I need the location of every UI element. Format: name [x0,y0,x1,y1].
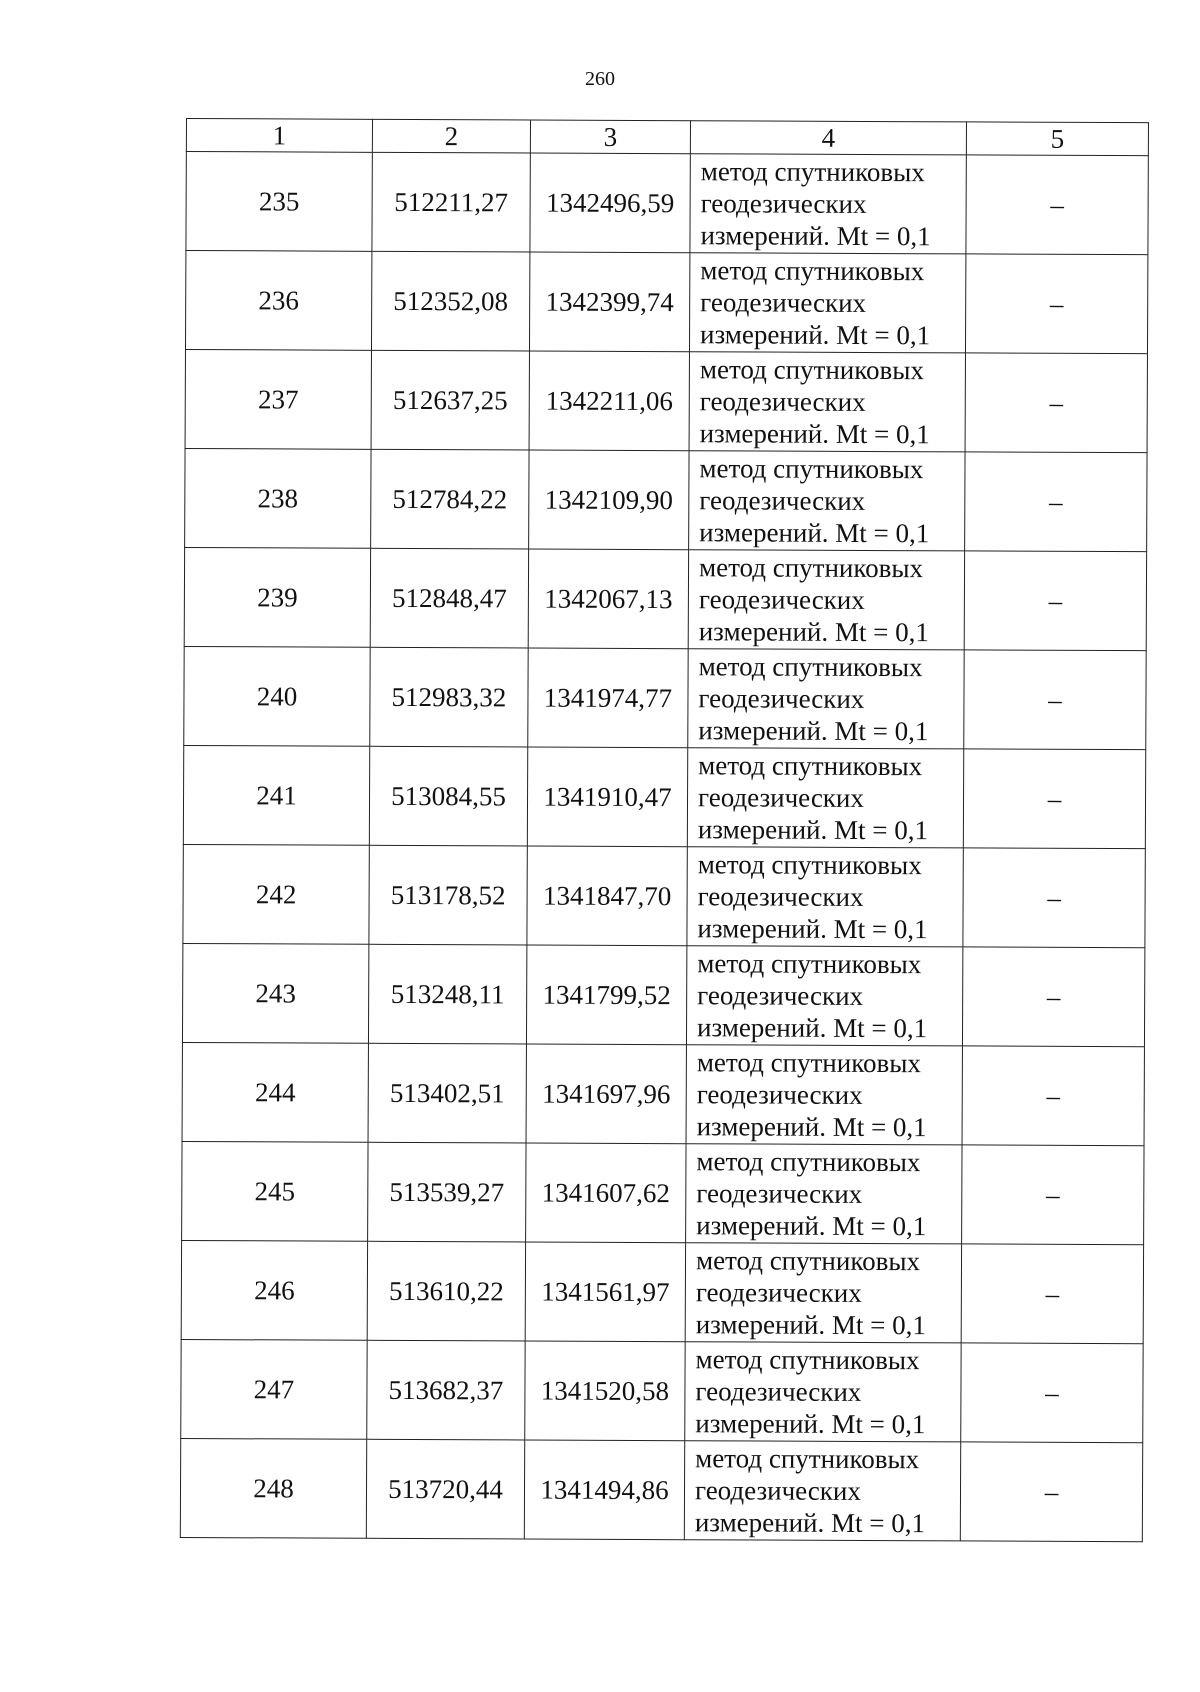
method-line: измерений. Mt = 0,1 [697,814,929,846]
note-cell: – [962,1046,1144,1146]
method-line: метод спутниковых [696,1146,921,1178]
coordinate-y-cell: 1341494,86 [524,1440,684,1540]
method-line: измерений. Mt = 0,1 [694,1507,926,1539]
method-line: измерений. Mt = 0,1 [697,913,928,945]
note-cell: – [966,155,1148,255]
point-number-cell: 246 [181,1240,367,1340]
coordinate-x-cell: 513178,52 [369,845,527,945]
coordinate-x-cell: 513610,22 [367,1241,525,1341]
method-line: геодезических [694,1475,861,1506]
point-number-cell: 244 [182,1042,368,1142]
table-row [182,943,1144,1046]
method-cell [686,1045,962,1145]
coordinate-x-cell: 513084,55 [369,746,527,846]
point-number-cell: 236 [185,251,371,351]
method-line: метод спутниковых [698,552,924,584]
method-line: измерений. Mt = 0,1 [695,1408,926,1440]
note-cell: – [960,1442,1142,1542]
method-line: метод спутниковых [699,453,924,485]
coordinate-y-cell: 1342067,13 [528,549,688,649]
note-cell: – [963,848,1145,948]
method-cell [684,1441,960,1541]
header-col-2: 2 [372,119,530,153]
coordinate-x-cell: 512211,27 [372,152,530,252]
method-line: геодезических [696,1178,863,1209]
header-col-1: 1 [186,119,372,153]
method-line: измерений. Mt = 0,1 [699,319,931,351]
coordinate-x-cell: 513682,37 [367,1340,525,1440]
coordinate-y-cell: 1341847,70 [527,846,687,946]
method-cell [688,550,964,650]
note-cell: – [965,353,1147,453]
method-line: метод спутниковых [698,750,923,782]
table-row [182,1141,1144,1244]
coordinate-x-cell: 512848,47 [370,548,528,648]
method-line: геодезических [695,1277,862,1308]
method-line: метод спутниковых [697,948,922,980]
method-line: метод спутниковых [698,651,923,683]
point-number-cell: 245 [182,1141,368,1241]
table-header-row [186,119,1148,156]
coordinate-y-cell: 1341607,62 [526,1143,686,1243]
coordinate-x-cell: 512352,08 [371,251,529,351]
note-cell: – [961,1343,1143,1443]
method-line: геодезических [698,683,865,714]
coordinate-y-cell: 1342496,59 [530,153,690,253]
coordinate-x-cell: 513402,51 [368,1043,526,1143]
method-line: метод спутниковых [699,354,924,386]
table-row [181,1339,1143,1442]
note-cell: – [962,947,1144,1047]
coordinate-y-cell: 1341561,97 [525,1242,685,1342]
coordinate-x-cell: 512983,32 [370,647,528,747]
point-number-cell: 239 [184,547,370,647]
method-line: измерений. Mt = 0,1 [696,1012,928,1044]
method-line: геодезических [697,881,864,912]
method-line: метод спутниковых [695,1443,920,1475]
table-row [186,152,1148,255]
point-number-cell: 240 [184,646,370,746]
table-row [181,1240,1143,1343]
coordinate-x-cell: 513248,11 [368,944,526,1044]
method-line: измерений. Mt = 0,1 [700,220,931,252]
page-number: 260 [585,68,615,90]
method-cell [685,1342,961,1442]
method-line: геодезических [697,980,864,1011]
table-row [183,745,1145,848]
coordinate-x-cell: 513539,27 [368,1142,526,1242]
table-row [185,349,1147,452]
coordinate-y-cell: 1341697,96 [526,1044,686,1144]
coordinate-x-cell: 513720,44 [366,1439,524,1539]
method-line: измерений. Mt = 0,1 [696,1210,927,1242]
method-line: геодезических [700,188,867,219]
coordinate-x-cell: 512784,22 [371,449,529,549]
table-row [185,448,1147,551]
method-cell [687,748,963,848]
method-line: геодезических [697,782,864,813]
coordinate-y-cell: 1342399,74 [529,252,689,352]
method-cell [688,649,964,749]
point-number-cell: 247 [181,1339,367,1439]
method-line: геодезических [696,1079,863,1110]
coordinate-y-cell: 1342109,90 [529,450,689,550]
method-line: метод спутниковых [695,1245,921,1277]
header-col-3: 3 [530,120,690,154]
coordinate-y-cell: 1341974,77 [528,648,688,748]
method-line: метод спутниковых [700,255,925,287]
point-number-cell: 242 [183,844,369,944]
method-line: геодезических [699,386,866,417]
method-cell [687,847,963,947]
method-line: измерений. Mt = 0,1 [696,1111,927,1143]
table-row [182,1042,1144,1145]
method-line: геодезических [700,287,867,318]
method-line: геодезических [699,485,866,516]
method-line: метод спутниковых [696,1047,921,1079]
method-cell [686,946,962,1046]
coordinates-table [180,118,1149,1542]
method-line: измерений. Mt = 0,1 [698,616,929,648]
point-number-cell: 243 [182,943,368,1043]
header-col-5: 5 [966,122,1148,156]
point-number-cell: 238 [185,448,371,548]
method-cell [689,451,965,551]
note-cell: – [965,254,1147,354]
table-row [184,646,1146,749]
note-cell: – [964,650,1146,750]
point-number-cell: 241 [183,745,369,845]
method-cell [689,253,965,353]
method-cell [686,1144,962,1244]
coordinate-y-cell: 1341910,47 [527,747,687,847]
method-line: геодезических [698,584,865,615]
table-row [180,1438,1142,1541]
point-number-cell: 235 [186,152,372,252]
header-col-4: 4 [690,121,966,155]
coordinate-y-cell: 1341799,52 [526,945,686,1045]
note-cell: – [965,452,1147,552]
method-line: измерений. Mt = 0,1 [699,517,930,549]
note-cell: – [962,1145,1144,1245]
method-line: измерений. Mt = 0,1 [698,715,929,747]
point-number-cell: 248 [180,1438,366,1538]
note-cell: – [961,1244,1143,1344]
table-row [185,251,1147,354]
note-cell: – [964,551,1146,651]
coordinate-x-cell: 512637,25 [371,350,529,450]
point-number-cell: 237 [185,349,371,449]
method-line: измерений. Mt = 0,1 [699,418,930,450]
method-cell [690,154,966,254]
method-cell [685,1243,961,1343]
table-body [180,152,1148,1542]
method-cell [689,352,965,452]
table-row [184,547,1146,650]
method-line: метод спутниковых [697,849,922,881]
coordinate-y-cell: 1341520,58 [525,1341,685,1441]
method-line: метод спутниковых [700,156,925,188]
method-line: геодезических [695,1376,862,1407]
table-row [183,844,1145,947]
method-line: измерений. Mt = 0,1 [695,1309,926,1341]
note-cell: – [963,749,1145,849]
method-line: метод спутниковых [695,1344,920,1376]
coordinate-y-cell: 1342211,06 [529,351,689,451]
